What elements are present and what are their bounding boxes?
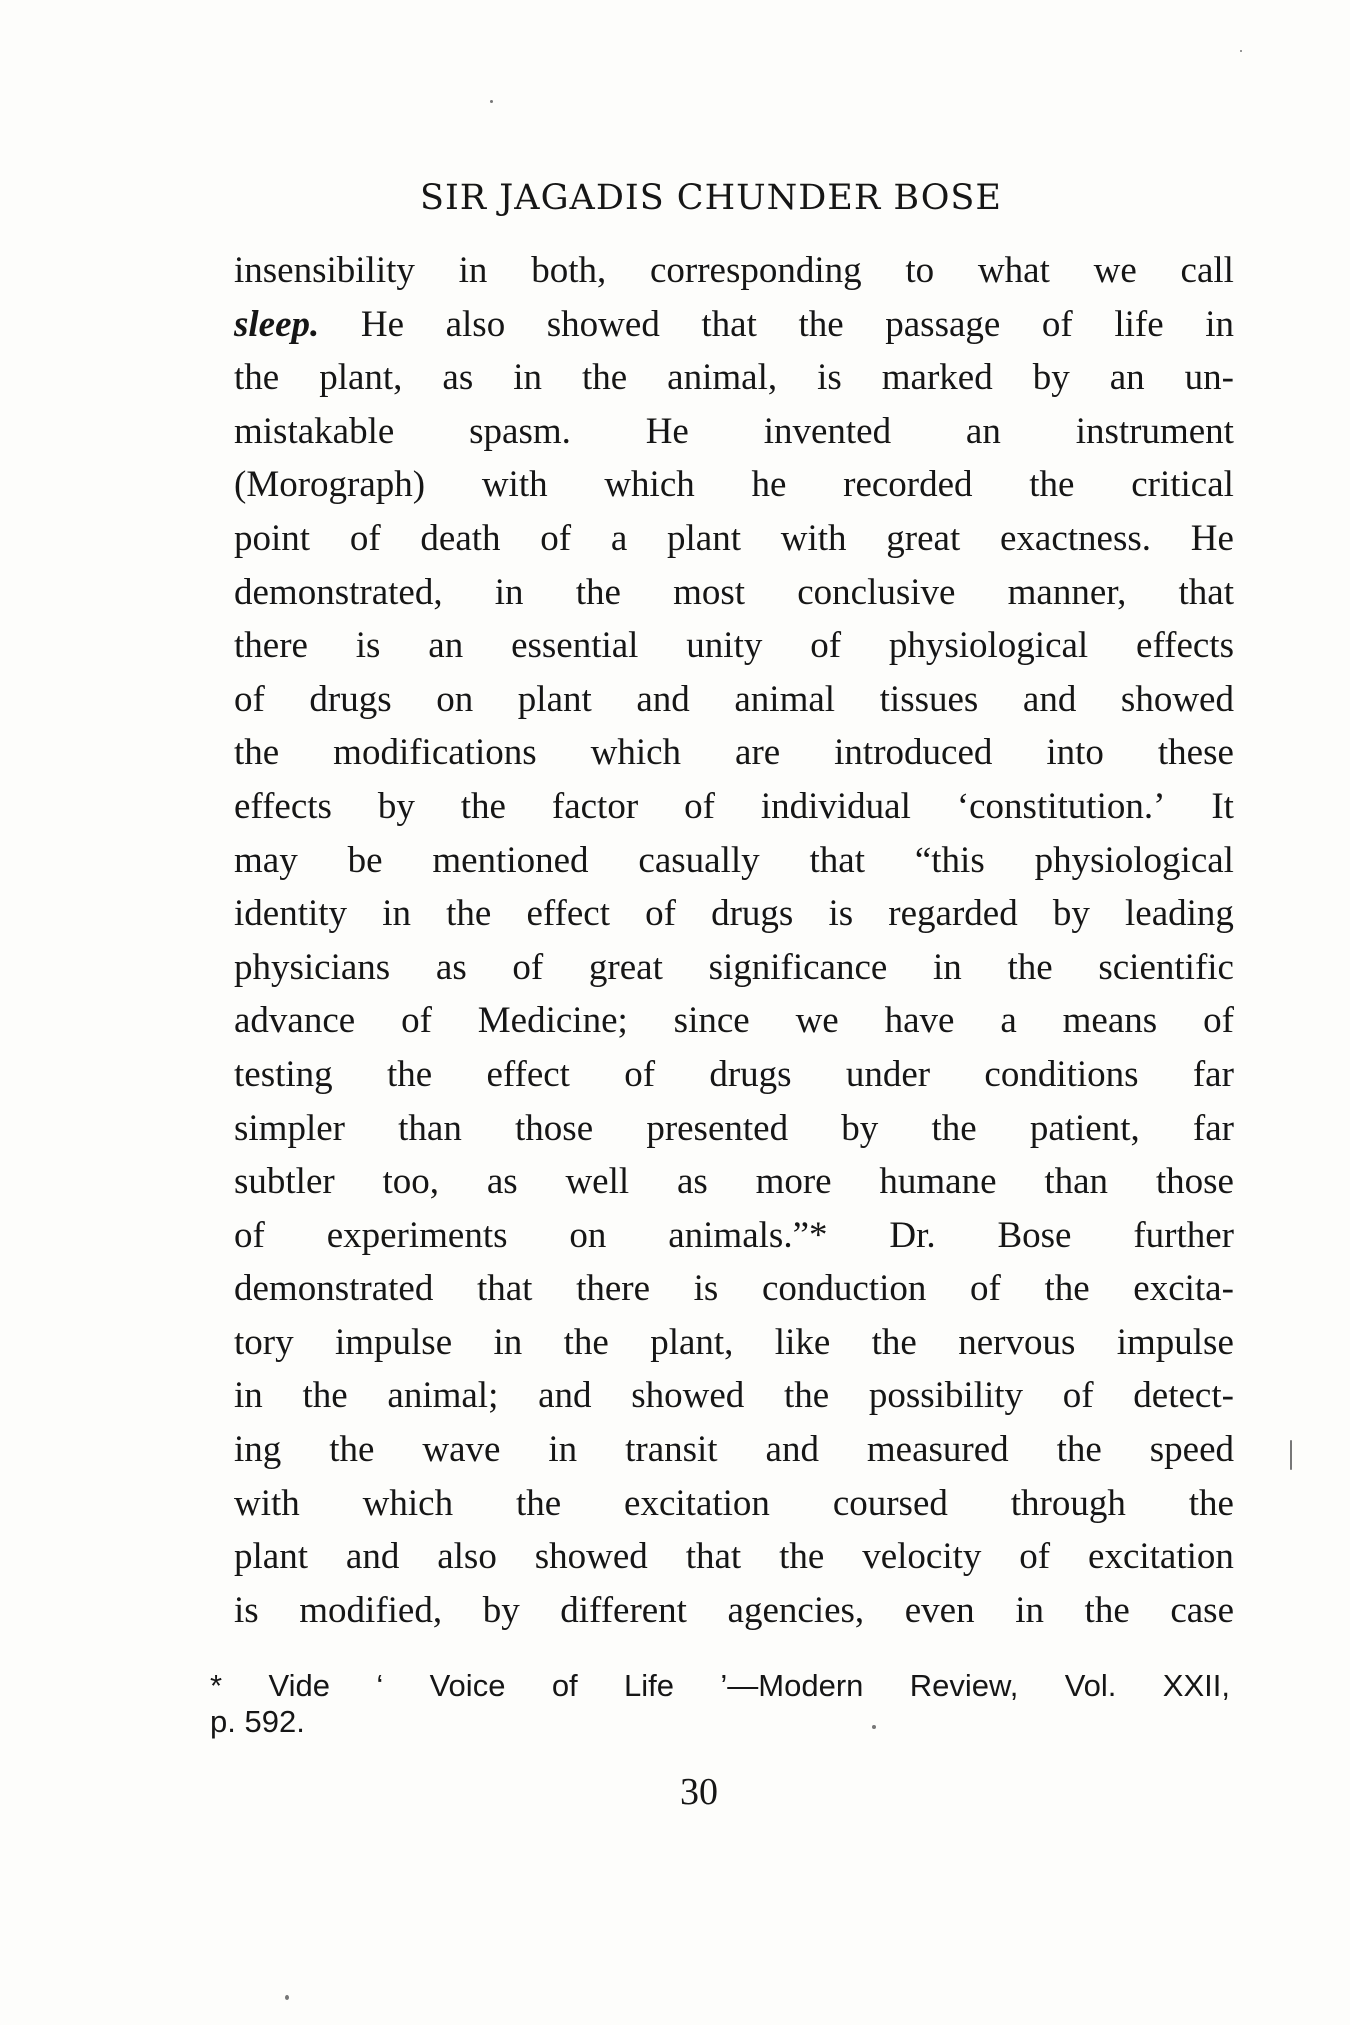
word: these [1157, 732, 1234, 774]
word: regarded [888, 893, 1018, 935]
footnote-word: of [551, 1668, 578, 1703]
scan-speck [1240, 50, 1242, 52]
word: plant [667, 517, 742, 559]
word: physiological [1034, 839, 1234, 881]
word: the [783, 1375, 830, 1417]
word: most [673, 571, 746, 613]
footnote-word: ’—Modern [720, 1668, 864, 1703]
word: there [576, 1268, 651, 1310]
word: effect [526, 893, 610, 935]
word: showed [534, 1536, 648, 1578]
word: too, [382, 1161, 440, 1203]
word: both, [531, 250, 607, 291]
footnote-word: ‘ [376, 1668, 384, 1703]
word: of [234, 1214, 265, 1256]
word: means [1062, 1000, 1158, 1042]
word: case [1170, 1589, 1234, 1631]
body-line [234, 780, 1234, 834]
word: of [401, 1000, 432, 1042]
word: in [493, 1321, 523, 1363]
word: by [841, 1107, 879, 1149]
word: in [234, 1375, 263, 1417]
word: the [871, 1321, 917, 1363]
word: are [735, 732, 781, 774]
body-line [234, 351, 1234, 405]
word: modified, [299, 1589, 443, 1631]
word: in [1015, 1589, 1044, 1631]
word: possibility [868, 1375, 1024, 1417]
word: drugs [711, 893, 794, 935]
word: advance [234, 1000, 356, 1042]
word: an [965, 410, 1001, 452]
body-line [234, 298, 1234, 352]
word: drugs [309, 678, 392, 720]
word: death [420, 517, 501, 559]
word: effects [1136, 625, 1234, 667]
footnote-word: Review, [909, 1668, 1019, 1703]
word: instrument [1075, 410, 1234, 452]
word: agencies, [727, 1589, 865, 1631]
word: plant, [319, 357, 403, 399]
word: in [382, 893, 411, 935]
word: and [636, 678, 690, 720]
word: call [1180, 250, 1234, 291]
word: the [386, 1053, 433, 1095]
word: scientific [1098, 946, 1234, 988]
word: spasm. [469, 410, 571, 452]
word: He [360, 303, 405, 345]
word: introduced [834, 732, 993, 774]
word: as [676, 1161, 708, 1203]
word: tissues [879, 678, 979, 720]
word: subtler [234, 1161, 335, 1203]
body-line [234, 887, 1234, 941]
word: modifications [333, 732, 537, 774]
word: there [234, 625, 308, 667]
word: impulse [1116, 1321, 1234, 1363]
word: nervous [958, 1321, 1076, 1363]
word: more [755, 1161, 832, 1203]
word: impulse [334, 1321, 453, 1363]
word: excitation [624, 1482, 770, 1524]
word: coursed [832, 1482, 948, 1524]
word: of [540, 517, 572, 559]
word: demonstrated, [234, 571, 443, 613]
word: with [780, 517, 847, 559]
word: even [904, 1589, 975, 1631]
word: the [446, 893, 492, 935]
word: further [1133, 1214, 1234, 1256]
word: than [1044, 1161, 1109, 1203]
word: the [1044, 1268, 1090, 1310]
word: animal, [667, 357, 778, 399]
word: tory [234, 1321, 294, 1363]
body-line [234, 673, 1234, 727]
word: casually [638, 839, 760, 881]
word: with [481, 464, 548, 506]
word: the [1084, 1589, 1130, 1631]
word: an [1109, 357, 1145, 399]
scan-speck [1290, 1440, 1292, 1470]
word: the [1029, 464, 1075, 506]
word: the [798, 303, 844, 345]
word: physiological [888, 625, 1089, 667]
word: animals.”* [668, 1214, 828, 1256]
word: different [560, 1589, 687, 1631]
word: sleep. [234, 303, 320, 345]
word: of [349, 517, 381, 559]
word: presented [646, 1107, 789, 1149]
word: plant [234, 1536, 308, 1578]
word: physicians [234, 946, 391, 988]
word: far [1192, 1107, 1234, 1149]
word: marked [881, 357, 993, 399]
word: of [684, 785, 715, 827]
word: those [1155, 1161, 1234, 1203]
word: on [436, 678, 474, 720]
word: what [977, 250, 1050, 291]
word: showed [631, 1375, 745, 1417]
footnote-line-1 [210, 1668, 1230, 1704]
word: speed [1149, 1429, 1234, 1471]
word: velocity [862, 1536, 982, 1578]
word: in [1205, 303, 1234, 345]
word: recorded [843, 464, 973, 506]
word: of [234, 678, 265, 720]
body-line [234, 1369, 1234, 1423]
word: in [513, 357, 542, 399]
word: by [1052, 893, 1090, 935]
word: as [486, 1161, 518, 1203]
word: (Morograph) [234, 464, 426, 506]
word: is [693, 1268, 719, 1310]
word: animal [734, 678, 836, 720]
word: the [931, 1107, 977, 1149]
scan-speck [490, 100, 493, 103]
word: that [809, 839, 865, 881]
word: than [398, 1107, 462, 1149]
word: the [1007, 946, 1053, 988]
footnote-word: Vide [268, 1668, 330, 1703]
word: is [234, 1589, 259, 1631]
word: a [1000, 1000, 1017, 1042]
body-line [234, 512, 1234, 566]
word: to [905, 250, 935, 291]
word: of [645, 893, 676, 935]
word: Medicine; [477, 1000, 628, 1042]
word: individual [760, 785, 911, 827]
word: point [234, 517, 311, 559]
word: also [437, 1536, 497, 1578]
word: He [1190, 517, 1234, 559]
body-line [234, 834, 1234, 888]
word: as [442, 357, 474, 399]
word: may [234, 839, 298, 881]
word: transit [625, 1429, 718, 1471]
word: excita- [1133, 1268, 1234, 1310]
word: the [460, 785, 506, 827]
word: drugs [709, 1053, 792, 1095]
word: under [845, 1053, 931, 1095]
word: as [435, 946, 467, 988]
word: on [569, 1214, 607, 1256]
word: of [1019, 1536, 1051, 1578]
word: the [1056, 1429, 1102, 1471]
word: and [1022, 678, 1077, 720]
word: ‘constitution.’ [956, 785, 1166, 827]
word: the [234, 732, 280, 774]
body-line [234, 994, 1234, 1048]
word: manner, [1007, 571, 1127, 613]
body-line [234, 1530, 1234, 1584]
body-line [234, 1423, 1234, 1477]
word: plant [517, 678, 592, 720]
word: Dr. [889, 1214, 936, 1256]
word: simpler [234, 1107, 345, 1149]
word: mentioned [432, 839, 589, 881]
word: conduction [761, 1268, 927, 1310]
word: wave [422, 1429, 501, 1471]
word: is [828, 893, 854, 935]
word: the [779, 1536, 825, 1578]
word: in [548, 1429, 578, 1471]
word: we [1093, 250, 1137, 291]
body-line [234, 458, 1234, 512]
footnote-word: Vol. [1064, 1668, 1117, 1703]
word: which [604, 464, 695, 506]
word: significance [708, 946, 888, 988]
word: factor [551, 785, 639, 827]
word: showed [1120, 678, 1234, 720]
word: is [355, 625, 381, 667]
word: “this [914, 839, 985, 881]
word: effects [234, 785, 332, 827]
word: the [563, 1321, 609, 1363]
word: that [1178, 571, 1234, 613]
word: effect [486, 1053, 570, 1095]
page-number: 30 [680, 1771, 718, 1813]
word: animal; [387, 1375, 499, 1417]
word: also [445, 303, 506, 345]
word: the [234, 357, 280, 399]
word: the [515, 1482, 562, 1524]
word: essential [511, 625, 639, 667]
running-head: SIR JAGADIS CHUNDER BOSE [420, 178, 1002, 218]
body-line [234, 1262, 1234, 1316]
word: of [1203, 1000, 1234, 1042]
word: the [1188, 1482, 1234, 1524]
word: in [494, 571, 524, 613]
word: showed [546, 303, 660, 345]
word: in [933, 946, 962, 988]
body-line [234, 1209, 1234, 1263]
word: excitation [1088, 1536, 1234, 1578]
word: un- [1184, 357, 1234, 399]
body-line [234, 1048, 1234, 1102]
body-line [234, 1477, 1234, 1531]
word: critical [1131, 464, 1234, 506]
word: of [969, 1268, 1001, 1310]
word: those [515, 1107, 594, 1149]
word: that [701, 303, 757, 345]
word: corresponding [649, 250, 862, 291]
body-line [234, 1155, 1234, 1209]
word: great [886, 517, 961, 559]
word: unity [686, 625, 763, 667]
body-line [234, 619, 1234, 673]
word: through [1010, 1482, 1126, 1524]
word: of [1041, 303, 1073, 345]
word: conclusive [797, 571, 956, 613]
footnote-word: Life [624, 1668, 675, 1703]
word: an [428, 625, 464, 667]
word: that [476, 1268, 533, 1310]
body-line [234, 941, 1234, 995]
word: a [610, 517, 628, 559]
word: which [362, 1482, 454, 1524]
word: demonstrated [234, 1268, 434, 1310]
body-text [234, 244, 1234, 1637]
word: by [1032, 357, 1070, 399]
footnote-line-2: p. 592. [210, 1704, 305, 1739]
footnote-word: XXII, [1162, 1668, 1230, 1703]
word: the [581, 357, 628, 399]
body-line [234, 1102, 1234, 1156]
word: plant, [650, 1321, 734, 1363]
body-line [234, 244, 1234, 298]
word: Bose [997, 1214, 1072, 1256]
word: the [575, 571, 621, 613]
word: identity [234, 893, 348, 935]
body-line [234, 566, 1234, 620]
word: be [347, 839, 383, 881]
word: and [345, 1536, 400, 1578]
word: of [512, 946, 544, 988]
word: leading [1125, 893, 1234, 935]
word: detect- [1133, 1375, 1234, 1417]
word: testing [234, 1053, 333, 1095]
word: he [751, 464, 787, 506]
word: ing [234, 1429, 282, 1471]
word: the [329, 1429, 375, 1471]
word: exactness. [1000, 517, 1152, 559]
word: It [1211, 785, 1234, 827]
word: the [302, 1375, 348, 1417]
word: by [482, 1589, 520, 1631]
word: and [538, 1375, 592, 1417]
word: measured [866, 1429, 1009, 1471]
word: into [1046, 732, 1104, 774]
word: of [624, 1053, 656, 1095]
word: which [590, 732, 682, 774]
word: of [1062, 1375, 1094, 1417]
word: He [645, 410, 689, 452]
scan-speck [285, 1995, 289, 2000]
word: like [774, 1321, 831, 1363]
word: conditions [984, 1053, 1139, 1095]
footnote-word: * [210, 1668, 223, 1703]
word: far [1192, 1053, 1234, 1095]
word: by [377, 785, 415, 827]
word: great [588, 946, 663, 988]
footnote [210, 1668, 1240, 1740]
word: we [795, 1000, 839, 1042]
word: well [565, 1161, 630, 1203]
word: life [1114, 303, 1164, 345]
word: have [884, 1000, 955, 1042]
word: patient, [1029, 1107, 1140, 1149]
word: insensibility [234, 250, 415, 291]
body-line [234, 405, 1234, 459]
word: and [765, 1429, 819, 1471]
word: of [810, 625, 842, 667]
word: in [458, 250, 488, 291]
word: mistakable [234, 410, 395, 452]
body-line [234, 1316, 1234, 1370]
word: humane [879, 1161, 997, 1203]
scan-speck [872, 1725, 876, 1729]
footnote-word: Voice [429, 1668, 506, 1703]
body-line [234, 1584, 1234, 1638]
body-line [234, 726, 1234, 780]
word: with [234, 1482, 300, 1524]
word: is [817, 357, 842, 399]
word: invented [763, 410, 892, 452]
word: experiments [326, 1214, 508, 1256]
word: since [673, 1000, 750, 1042]
word: passage [885, 303, 1001, 345]
word: that [685, 1536, 742, 1578]
